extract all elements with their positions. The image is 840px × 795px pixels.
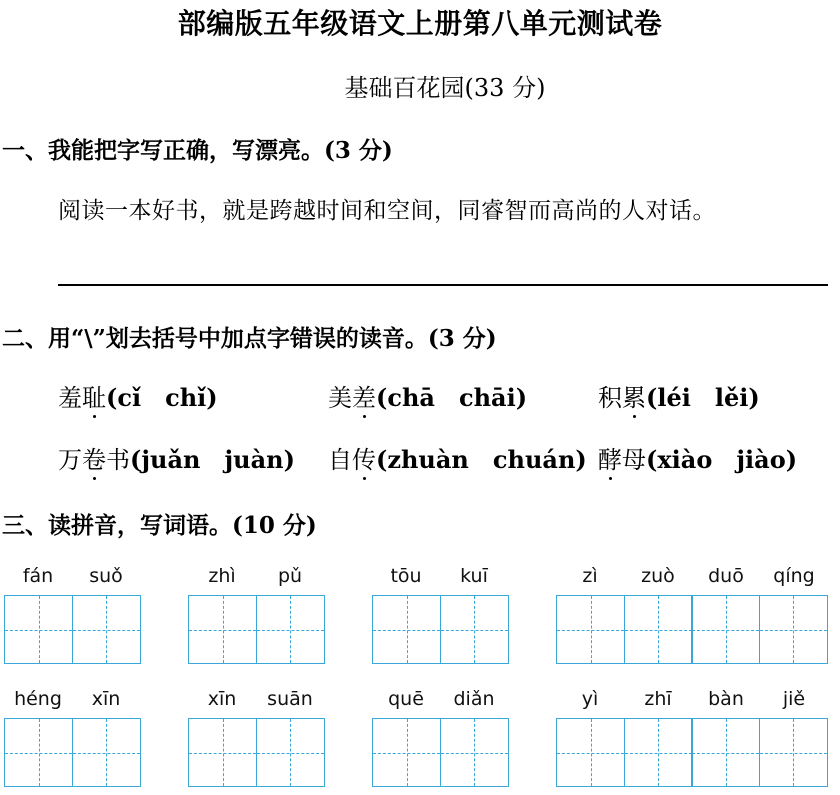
writing-grid-cell[interactable] [691,718,760,787]
question-3-heading: 三、读拼音，写词语。(10 分) [2,512,317,539]
pronunciation-item[interactable]: 积累(léi lěi) [598,378,760,413]
writing-grid-cell[interactable] [624,718,693,787]
question-2-heading: 二、用“\”划去括号中加点字错误的读音。(3 分) [2,325,497,352]
dotted-char: 传 [352,440,376,475]
pinyin-label: zhī [644,688,672,710]
pinyin-label: qíng [773,565,815,587]
pronunciation-item[interactable]: 万卷书(juǎn juàn) [58,440,295,475]
page-title: 部编版五年级语文上册第八单元测试卷 [177,7,663,40]
pinyin-label: duō [708,565,744,587]
pinyin-options: (xiào jiào) [646,445,798,474]
writing-grid-cell[interactable] [691,595,760,664]
pinyin-label: héng [14,688,62,710]
pronunciation-item[interactable]: 自传(zhuàn chuán) [328,440,587,475]
pronunciation-item[interactable]: 美差(chā chāi) [328,378,527,413]
writing-grid-cell[interactable] [759,595,828,664]
pinyin-label: kuī [460,565,488,587]
pinyin-label: zuò [641,565,675,587]
dotted-char: 差 [352,378,376,413]
pinyin-label: bàn [708,688,744,710]
writing-grid-cell[interactable] [256,718,325,787]
writing-grid-cell[interactable] [440,718,509,787]
writing-grid-cell[interactable] [188,595,257,664]
writing-grid-cell[interactable] [256,595,325,664]
writing-grid-cell[interactable] [188,718,257,787]
pinyin-label: xīn [207,688,237,710]
pinyin-label: tōu [390,565,422,587]
writing-grid-cell[interactable] [440,595,509,664]
pinyin-label: xīn [91,688,121,710]
writing-grid-cell[interactable] [72,718,141,787]
pinyin-options: (cǐ chǐ) [106,383,218,412]
pronunciation-item[interactable]: 羞耻(cǐ chǐ) [58,378,218,413]
pinyin-options: (léi lěi) [646,383,760,412]
pronunciation-item[interactable]: 酵母(xiào jiào) [598,440,797,475]
pinyin-label: quē [388,688,424,710]
pinyin-label: suān [267,688,313,710]
writing-grid-cell[interactable] [372,595,441,664]
pinyin-label: fán [22,565,54,587]
page-subtitle: 基础百花园(33 分) [344,74,546,102]
writing-grid-cell[interactable] [372,718,441,787]
writing-grid-cell[interactable] [759,718,828,787]
writing-grid-cell[interactable] [556,718,625,787]
pinyin-label: zì [582,565,598,587]
pinyin-label: pǔ [277,565,303,587]
dotted-char: 卷 [82,440,106,475]
pinyin-options: (chā chāi) [376,383,528,412]
writing-grid-cell[interactable] [4,595,73,664]
pinyin-label: jiě [782,688,806,710]
pinyin-options: (zhuàn chuán) [376,445,587,474]
dotted-char: 累 [622,378,646,413]
pinyin-label: zhì [208,565,236,587]
pinyin-options: (juǎn juàn) [130,445,295,474]
question-1-sentence: 阅读一本好书，就是跨越时间和空间，同睿智而高尚的人对话。 [58,198,716,224]
writing-grid-cell[interactable] [624,595,693,664]
question-1-heading: 一、我能把字写正确，写漂亮。(3 分) [2,137,393,164]
dotted-char: 酵 [598,440,622,475]
pinyin-label: suǒ [89,565,123,587]
pinyin-label: yì [581,688,599,710]
pinyin-label: diǎn [453,688,495,710]
writing-grid-cell[interactable] [556,595,625,664]
writing-grid-cell[interactable] [72,595,141,664]
answer-line[interactable] [58,284,828,286]
dotted-char: 耻 [82,378,106,413]
writing-grid-cell[interactable] [4,718,73,787]
